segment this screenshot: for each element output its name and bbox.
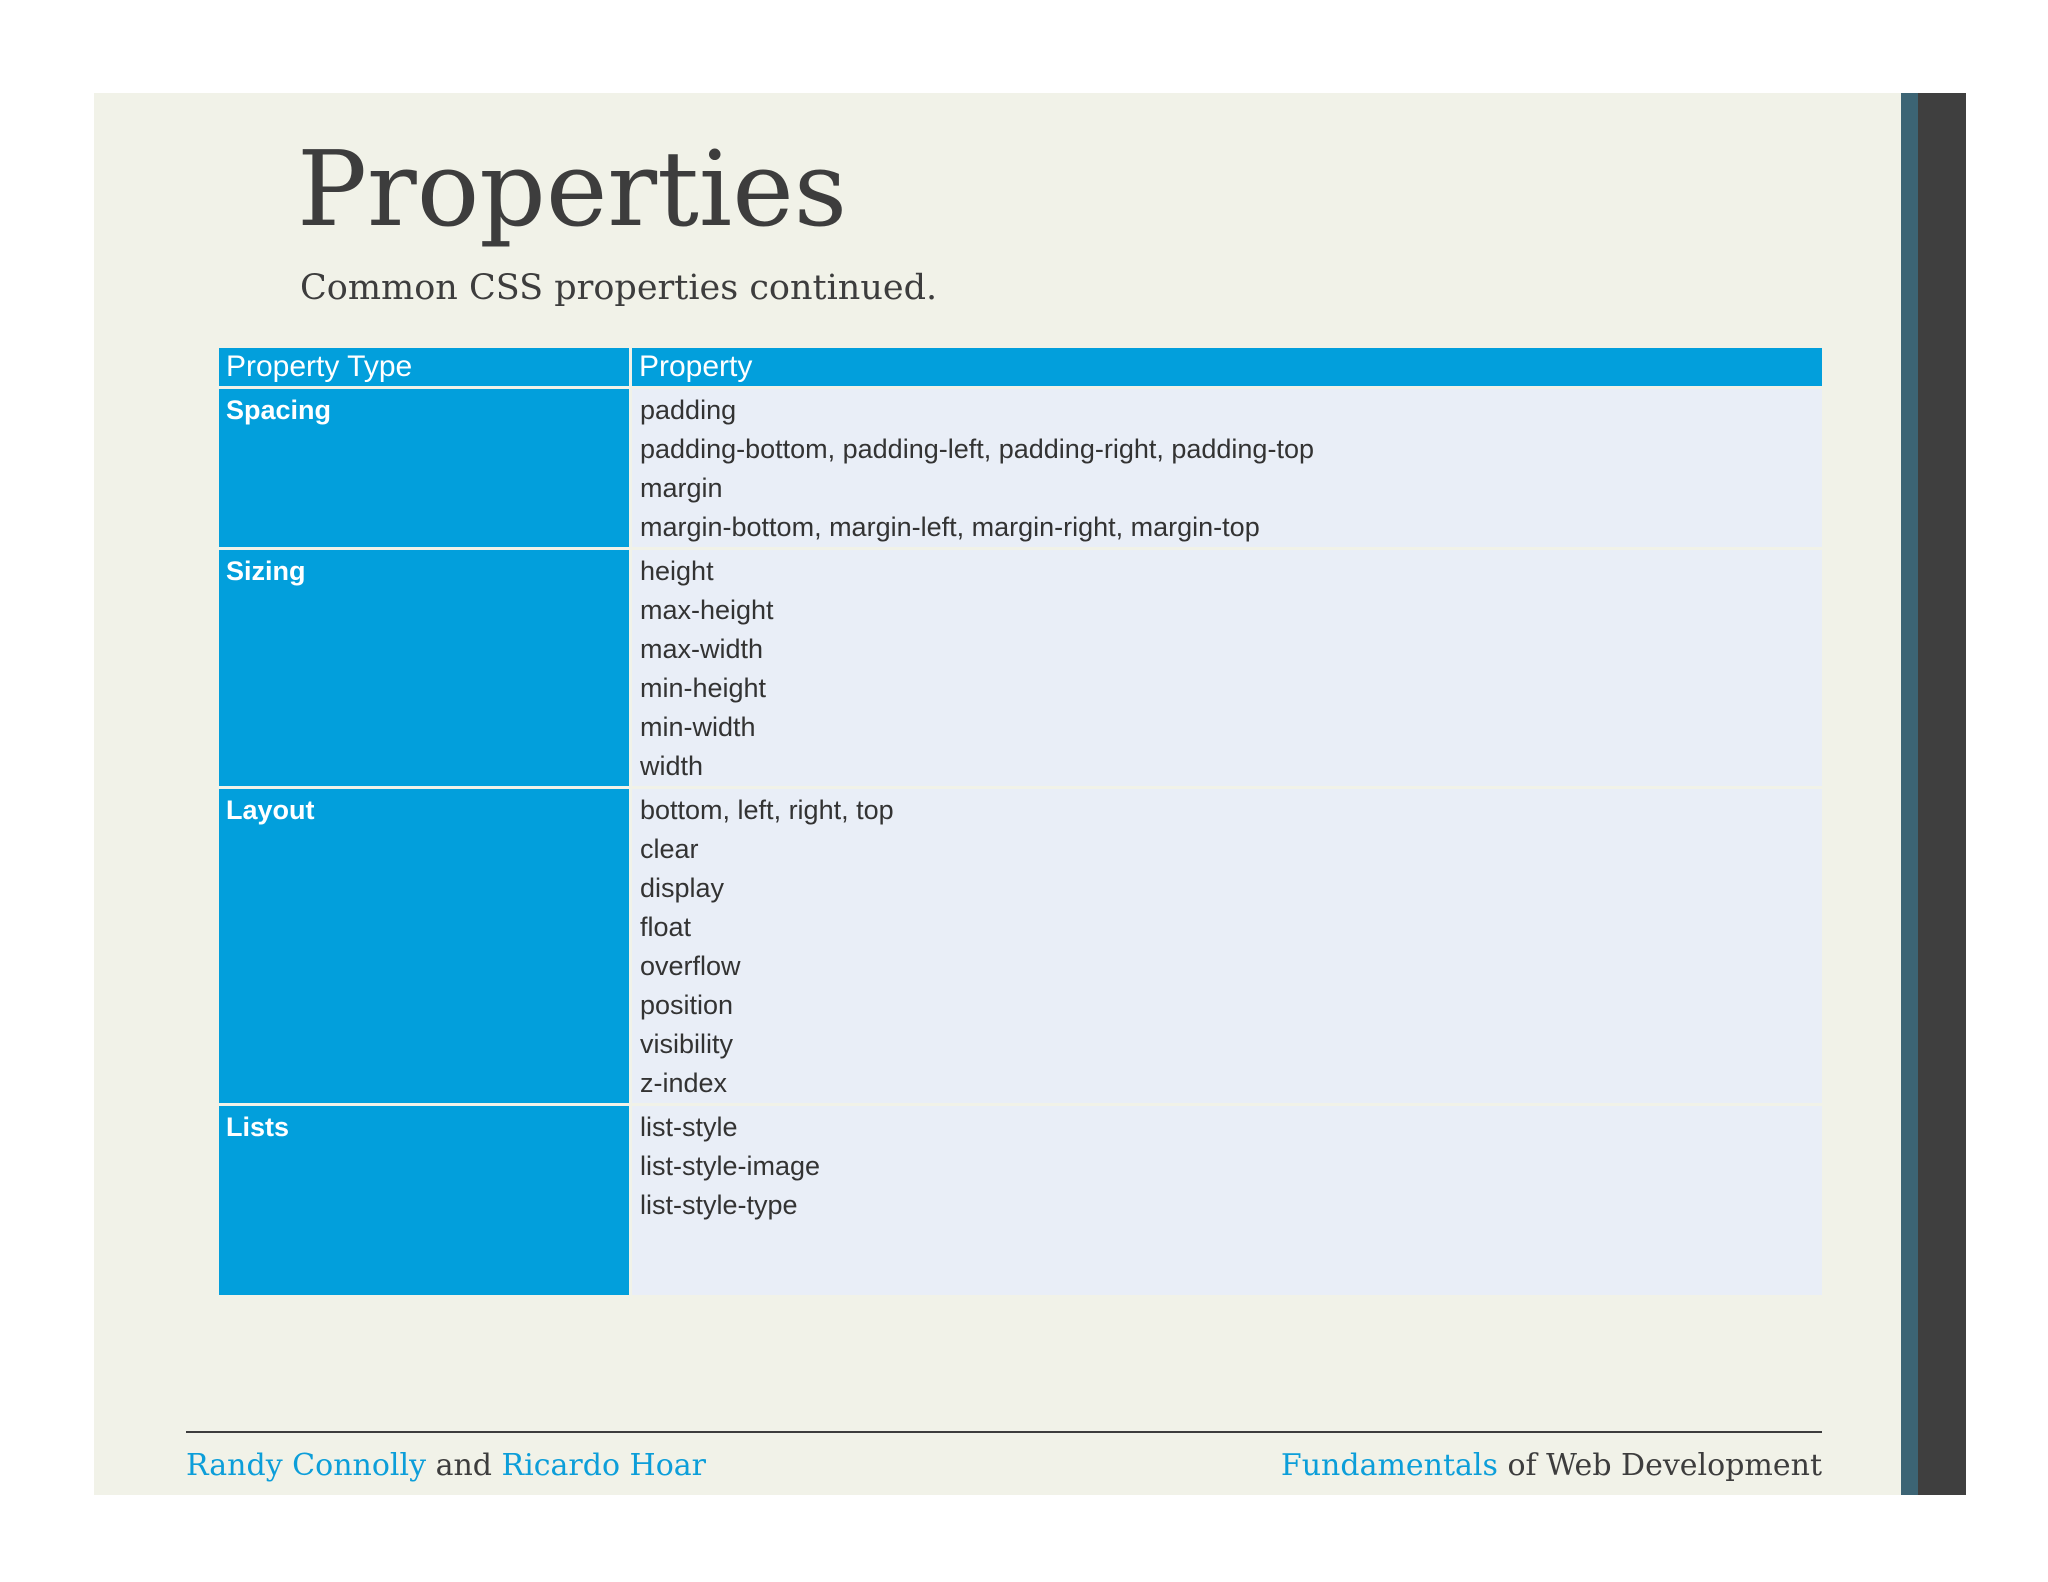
property-item: height	[640, 556, 714, 586]
table-row	[219, 549, 1822, 788]
property-item: min-width	[640, 712, 756, 742]
table-row	[219, 1105, 1822, 1296]
property-item: padding	[640, 395, 737, 425]
property-type-cell: Lists	[219, 1105, 631, 1296]
property-item: z-index	[640, 1068, 728, 1098]
property-list-cell	[631, 388, 1823, 549]
slide-subtitle: Common CSS properties continued.	[300, 268, 938, 308]
footer-book-title	[1281, 1448, 1822, 1483]
side-accent-bar	[1901, 93, 1918, 1495]
property-item: position	[640, 990, 734, 1020]
property-item: padding-bottom, padding-left, padding-right, padding-top	[640, 434, 1314, 464]
table-bottom-spacer	[640, 1225, 1814, 1295]
table-body	[219, 388, 1822, 1296]
footer-and: and	[435, 1448, 492, 1483]
property-item: bottom, left, right, top	[640, 795, 894, 825]
footer-author-2: Ricardo Hoar	[501, 1448, 707, 1483]
footer-book-accent: Fundamentals	[1280, 1448, 1498, 1483]
property-item: min-height	[640, 673, 767, 703]
side-dark-bar	[1918, 93, 1966, 1495]
header-property: Property	[631, 348, 1823, 388]
property-item: clear	[640, 834, 699, 864]
slide-title: Properties	[297, 128, 848, 250]
property-item: overflow	[640, 951, 741, 981]
table-row	[219, 788, 1822, 1105]
property-item: margin-bottom, margin-left, margin-right, margin-top	[640, 512, 1260, 542]
property-type-cell: Layout	[219, 788, 631, 1105]
property-item: max-height	[640, 595, 774, 625]
footer-author-1: Randy Connolly	[186, 1448, 427, 1483]
property-item: visibility	[640, 1029, 734, 1059]
property-item: display	[640, 873, 725, 903]
properties-table	[219, 348, 1822, 1295]
property-item: list-style-image	[640, 1151, 821, 1181]
footer-divider	[186, 1431, 1822, 1433]
property-item: max-width	[640, 634, 764, 664]
table-header-row	[219, 348, 1822, 388]
property-type-cell: Spacing	[219, 388, 631, 549]
property-item: list-style	[640, 1112, 738, 1142]
header-property-type: Property Type	[219, 348, 631, 388]
property-item: margin	[640, 473, 723, 503]
property-item: width	[640, 751, 704, 781]
property-list-cell	[631, 549, 1823, 788]
table-row	[219, 388, 1822, 549]
footer-book-rest: of Web Development	[1507, 1448, 1822, 1483]
footer-authors	[186, 1448, 706, 1483]
property-list-cell	[631, 1105, 1823, 1296]
property-list-cell	[631, 788, 1823, 1105]
property-item: list-style-type	[640, 1190, 798, 1220]
property-type-cell: Sizing	[219, 549, 631, 788]
property-item: float	[640, 912, 692, 942]
